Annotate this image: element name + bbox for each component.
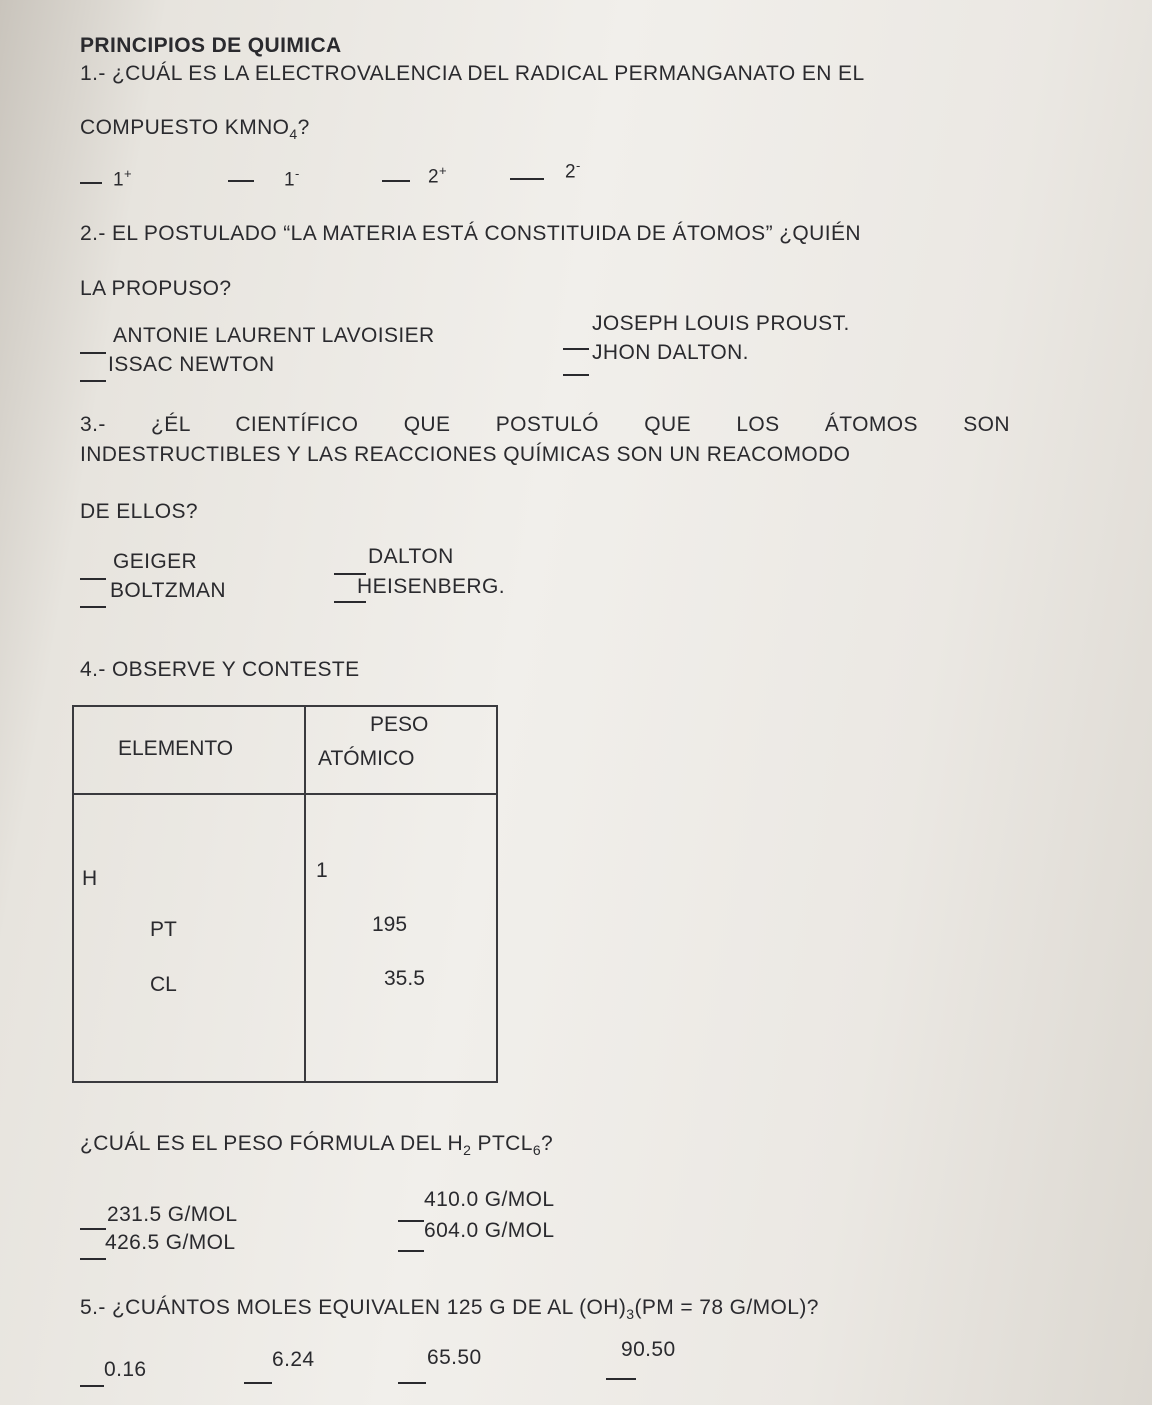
answer-blank-3a[interactable] [80,578,106,580]
table-cell-element-pt: PT [150,918,177,941]
answer-blank-3d[interactable] [334,601,366,603]
answer-blank-3b[interactable] [80,606,106,608]
question-4-heading: 4.- OBSERVE Y CONTESTE [80,658,360,681]
table-cell-element-h: H [82,867,98,890]
table-cell-element-cl: CL [150,973,177,996]
answer-blank-4d[interactable] [398,1250,424,1252]
answer-blank-4a[interactable] [80,1228,106,1230]
option-4c: 410.0 G/MOL [424,1188,555,1211]
option-3a: GEIGER [113,550,198,573]
option-1b: 1- [284,166,300,191]
option-4d: 604.0 G/MOL [424,1219,555,1242]
atomic-weight-table [72,705,498,1083]
question-3-line-2: INDESTRUCTIBLES Y LAS REACCIONES QUÍMICAS SON UN REACOMODO [80,443,851,466]
table-column-weights [305,794,497,1082]
answer-blank-5b[interactable] [244,1382,272,1384]
answer-blank-4c[interactable] [398,1220,424,1222]
option-2a: ANTONIE LAURENT LAVOISIER [113,324,435,347]
option-5d: 90.50 [621,1338,676,1361]
question-3-line-1: 3.- ¿ÉL CIENTÍFICO QUE POSTULÓ QUE LOS ÁTOMOS SON [80,413,1010,436]
option-5c: 65.50 [427,1346,482,1369]
table-column-elements [73,794,305,1082]
option-1a: 1+ [113,166,132,191]
table-cell-weight-pt: 195 [372,913,408,936]
option-4a: 231.5 G/MOL [107,1203,238,1226]
option-3b: BOLTZMAN [110,579,226,602]
option-3c: DALTON [368,545,454,568]
option-5a: 0.16 [104,1358,147,1381]
answer-blank-1b[interactable] [228,180,254,182]
option-3d: HEISENBERG. [357,575,505,598]
answer-blank-5a[interactable] [80,1385,104,1387]
option-5b: 6.24 [272,1348,315,1371]
option-2c: JOSEPH LOUIS PROUST. [592,312,850,335]
question-2-line-1: 2.- EL POSTULADO “LA MATERIA ESTÁ CONSTITUIDA DE ÁTOMOS” ¿QUIÉN [80,222,861,245]
question-2-line-2: LA PROPUSO? [80,277,232,300]
answer-blank-1d[interactable] [510,178,544,180]
table-cell-weight-cl: 35.5 [384,967,425,990]
answer-blank-2a[interactable] [80,352,106,354]
answer-blank-5d[interactable] [606,1378,636,1380]
option-2b: ISSAC NEWTON [108,353,275,376]
question-5-prompt: 5.- ¿CUÁNTOS MOLES EQUIVALEN 125 G DE AL $(OH)_3(PM = 78$ G/MOL)? [80,1296,819,1323]
page-title: PRINCIPIOS DE QUIMICA [80,34,342,57]
answer-blank-2d[interactable] [563,374,589,376]
answer-blank-2c[interactable] [563,348,589,350]
question-4-prompt: ¿CUÁL ES EL PESO FÓRMULA DEL $H_2$ $PTCL_6$? [80,1132,554,1159]
answer-blank-4b[interactable] [80,1258,106,1260]
table-cell-weight-h: 1 [316,859,328,882]
answer-blank-1c[interactable] [382,180,410,182]
answer-blank-5c[interactable] [398,1382,426,1384]
question-1-line-2: COMPUESTO $KMNO_4$? [80,116,310,143]
answer-blank-1a[interactable] [80,182,102,184]
option-2d: JHON DALTON. [592,341,749,364]
option-1d: 2- [565,158,581,183]
option-1c: 2+ [428,163,447,188]
option-4b: 426.5 G/MOL [105,1231,236,1254]
question-3-line-3: DE ELLOS? [80,500,198,523]
table-header-weight: PESO ATÓMICO [305,706,497,794]
table-header-element: ELEMENTO [73,706,305,794]
answer-blank-2b[interactable] [80,380,106,382]
question-1-line-1: 1.- ¿CUÁL ES LA ELECTROVALENCIA DEL RADICAL PERMANGANATO EN EL [80,62,865,85]
